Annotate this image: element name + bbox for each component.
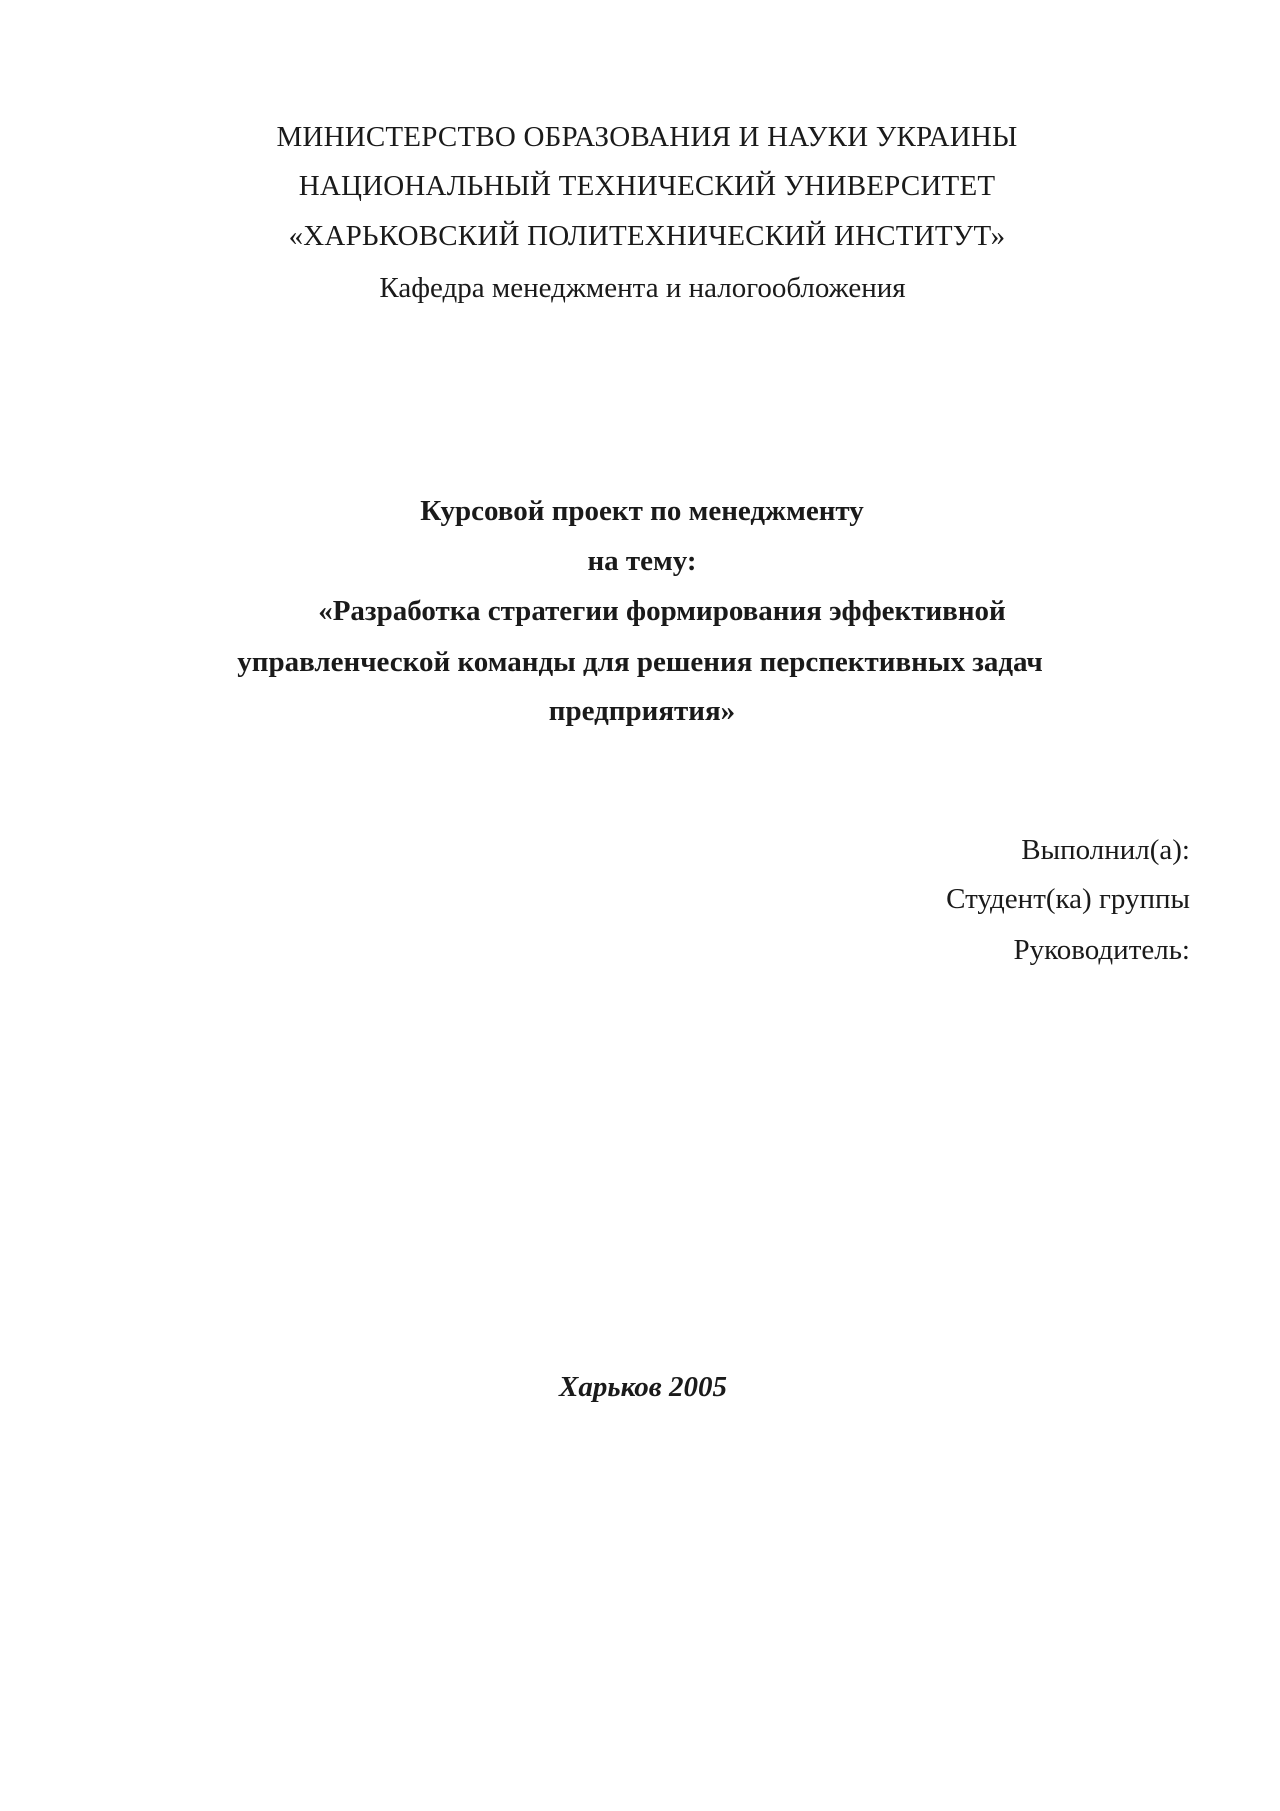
institute-heading: «ХАРЬКОВСКИЙ ПОЛИТЕХНИЧЕСКИЙ ИНСТИТУТ» (288, 220, 1006, 252)
topic-line-2: управленческой команды для решения перспективных задач (237, 646, 1043, 678)
performed-by-label: Выполнил(а): (1021, 834, 1190, 866)
ministry-heading: МИНИСТЕРСТВО ОБРАЗОВАНИЯ И НАУКИ УКРАИНЫ (276, 121, 1018, 153)
city-year: Харьков 2005 (559, 1371, 727, 1403)
student-group-label: Студент(ка) группы (946, 883, 1190, 915)
department-heading: Кафедра менеджмента и налогообложения (379, 272, 906, 304)
topic-line-3: предприятия» (548, 695, 736, 727)
course-project-title: Курсовой проект по менеджменту (420, 495, 864, 527)
topic-line-1: «Разработка стратегии формирования эффективной (318, 595, 1006, 627)
topic-label: на тему: (587, 545, 697, 577)
university-heading: НАЦИОНАЛЬНЫЙ ТЕХНИЧЕСКИЙ УНИВЕРСИТЕТ (298, 170, 996, 202)
supervisor-label: Руководитель: (1013, 934, 1190, 966)
